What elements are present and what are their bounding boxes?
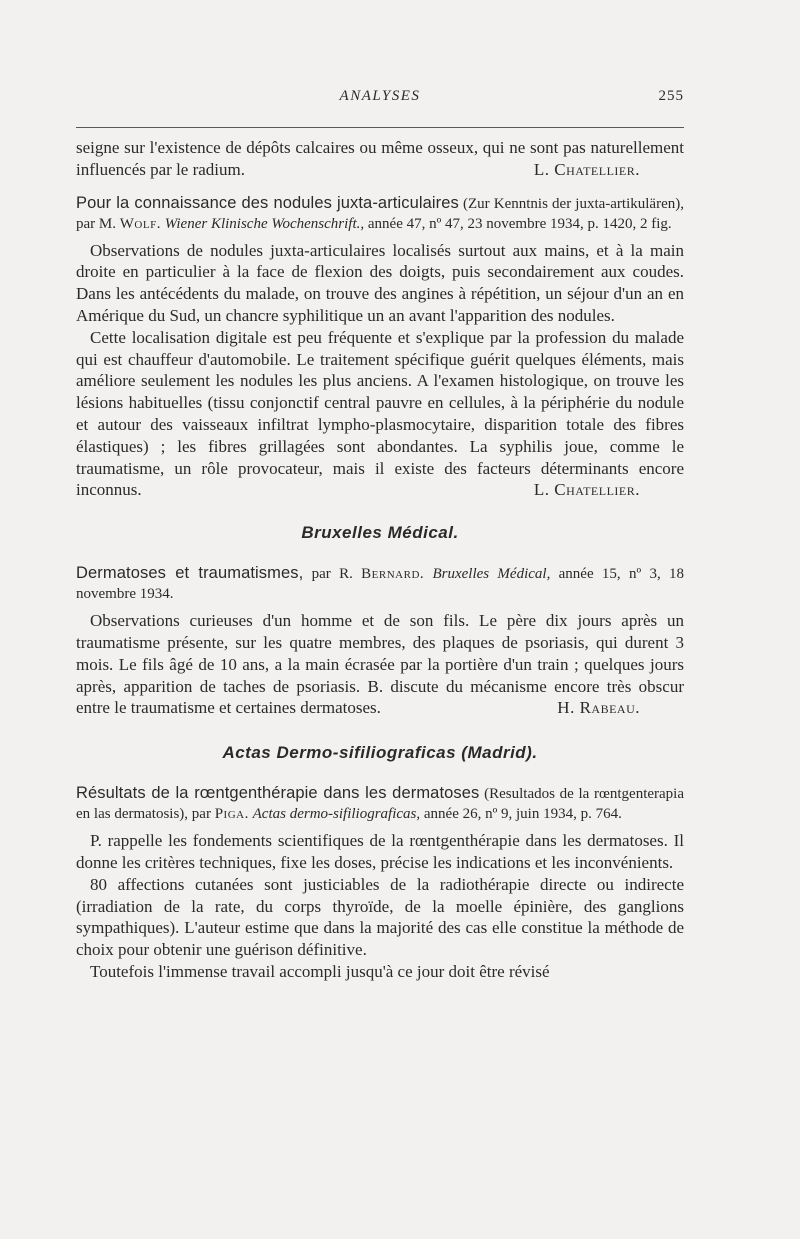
article-heading [76,783,684,824]
paragraph: Toutefois l'immense travail accompli jusqu'à ce jour doit être révisé [90,961,550,981]
continuation-text: seigne sur l'existence de dépôts calcaires ou même osseux, qui ne sont pas naturellement influencés par le radium. [76,138,684,179]
paragraph: Observations de nodules juxta-articulaires localisés surtout aux mains, et à la main droite en particulier à la face de flexion des doigts, puis secondairement aux coudes. Dans les antécédents du malade, on trouve des angines à répétition, un séjour d'un an en Amérique du Sud, un chancre syphilitique un an avant l'apparition des nodules. [76,240,684,325]
author-name: Bernard. [361,566,425,583]
header-rule [76,127,684,128]
paragraph-text: Cette localisation digitale est peu fréquente et s'explique par la profession du malade qui est chauffeur d'automobile. Le traitement spécifique guérit quelques éléments, mais améliore seulement les nodules les plus anciens. A l'examen histologique, on trouve les lésions habituelles (tissu conjonctif central pauvre en cellules, à la périphérie du nodule et autour des vaisseaux infiltrat lympho-plasmocytaire, disparition totale des fibres élastiques) ; les fibres grillagées sont abondantes. La syphilis joue, comme le traumatisme, un rôle provocateur, mais il existe des facteurs déterminants encore inconnus. [76,327,684,500]
page-number: 255 [658,88,684,104]
original-title: (Resultados de la rœntgenterapia en las dermatosis), par [76,786,684,823]
section-title: ANALYSES [339,88,421,104]
article-title: Pour la connaissance des nodules juxta-articulaires [76,193,459,212]
signature: L. Chatellier. [533,159,640,179]
article-heading [76,193,684,234]
reference-details: année 26, nº 9, juin 1934, p. 764. [423,806,622,823]
page-body [76,137,684,983]
journal-heading: Bruxelles Médical. [301,523,459,543]
article-title: Résultats de la rœntgenthérapie dans les dermatoses [76,784,480,803]
running-head [76,84,684,108]
author-name: Piga. [214,806,249,823]
reference-details: année 15, nº 3, 18 novembre 1934. [76,566,685,603]
original-title: (Zur Kenntnis der juxta-artikulären), par M. [76,195,684,232]
reference-details: année 47, nº 47, 23 novembre 1934, p. 1420, 2 fig. [367,215,672,232]
signature: H. Rabeau. [557,698,640,718]
article-continuation [76,137,684,181]
journal-name: Actas dermo-sifiliograficas, [252,806,421,823]
journal-name: Bruxelles Médical, [432,566,551,583]
paragraph [76,327,684,501]
article-title: Dermatoses et traumatismes, [76,564,304,583]
journal-heading: Actas Dermo-sifiliograficas (Madrid). [222,743,538,763]
author-name: Wolf. [119,215,161,232]
paragraph: 80 affections cutanées sont justiciables de la radiothérapie directe ou indirecte (irradiation de la rate, du corps thyroïde, de la moelle épinière, des ganglions sympathiques). L'auteur estime que dans la majorité des cas elle constitue la méthode de choix pour obtenir une guérison définitive. [76,874,684,960]
reference-prefix: par R. [311,566,353,583]
paragraph: P. rappelle les fondements scientifiques de la rœntgenthérapie dans les dermatoses. Il donne les critères techniques, fixe les doses, précise les indications et les inconvénients. [76,831,684,872]
journal-name: Wiener Klinische Wochenschrift., [164,215,365,232]
article-heading [76,563,684,604]
paragraph-text: Observations curieuses d'un homme et de son fils. Le père dix jours après un traumatisme présente, sur les quatre membres, des plaques de psoriasis, qui durent 3 mois. Le fils âgé de 10 ans, a la main écrasée par la portière d'un train ; quelques jours après, apparition de taches de psoriasis. B. discute du mécanisme encore très obscur entre le traumatisme et certaines dermatoses. [76,611,684,718]
signature: L. Chatellier. [533,480,640,500]
paragraph [76,610,684,719]
